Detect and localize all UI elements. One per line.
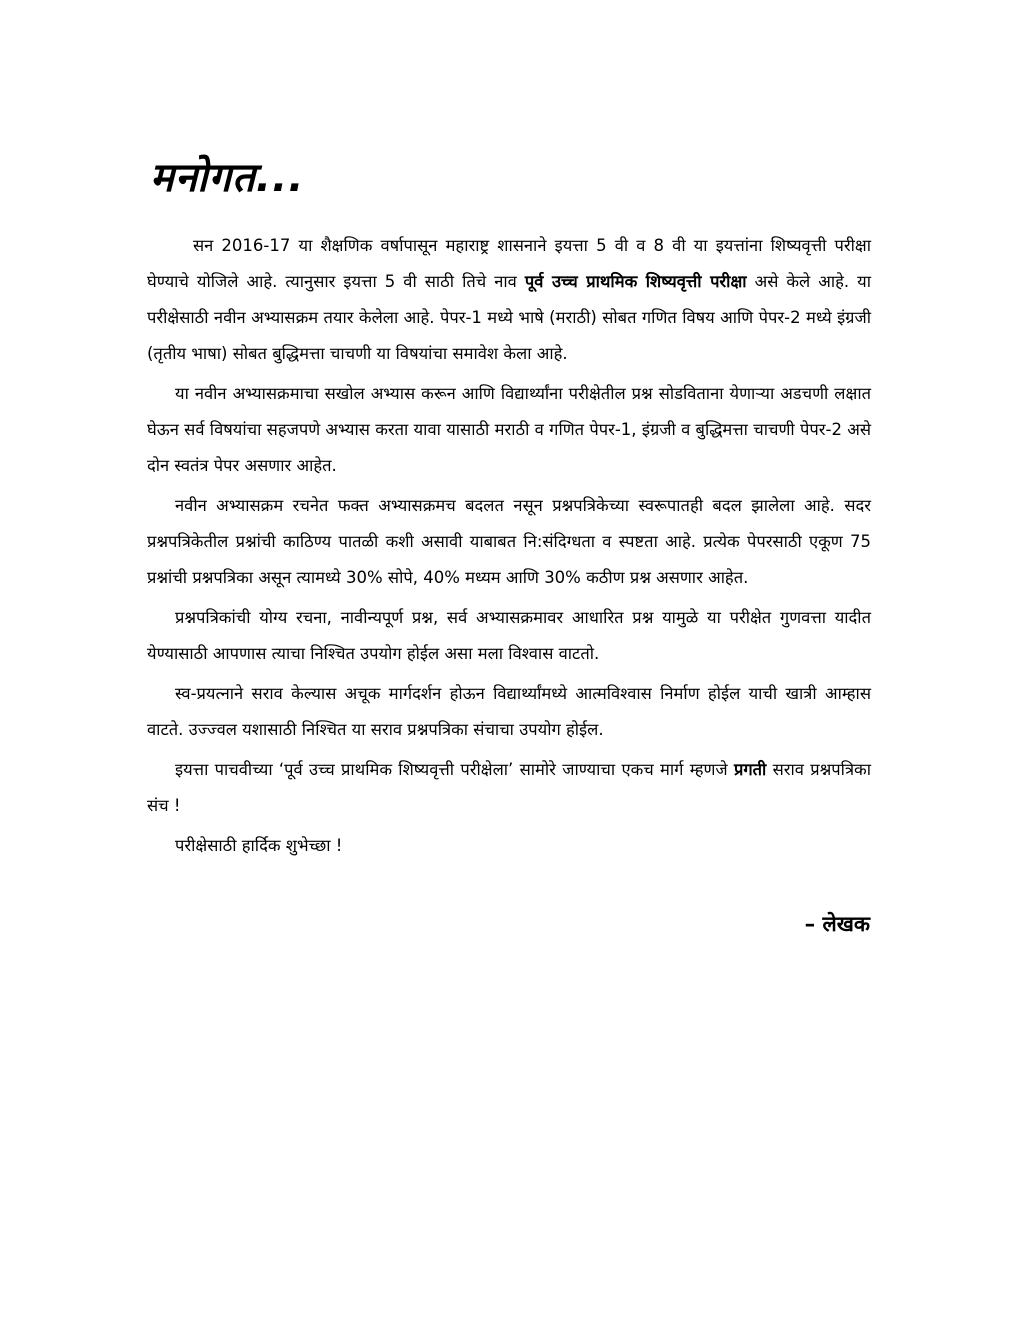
paragraph (147, 600, 871, 672)
document-body (147, 228, 871, 868)
paragraph (147, 228, 871, 372)
page-title: मनोगत... (150, 155, 305, 201)
bold-text: प्रगती (733, 760, 767, 779)
text-segment: स्व-प्रयत्नाने सराव केल्यास अचूक मार्गदर्शन होऊन विद्यार्थ्यांमध्ये आत्मविश्वास निर्माण होईल याची खात्री आम्हास वाटते. उज्ज्वल यशासाठी निश्चित या सराव प्रश्नपत्रिका संचाचा उपयोग होईल. (147, 684, 871, 739)
text-segment: परीक्षेसाठी हार्दिक शुभेच्छा ! (175, 836, 343, 855)
author-signature: – लेखक (804, 912, 870, 936)
text-segment: इयत्ता पाचवीच्या ‘पूर्व उच्च प्राथमिक शिष्यवृत्ती परीक्षेला’ सामोरे जाण्याचा एकच मार्ग म्हणजे (175, 760, 734, 779)
text-segment: नवीन अभ्यासक्रम रचनेत फक्त अभ्यासक्रमच बदलत नसून प्रश्नपत्रिकेच्या स्वरूपातही बदल झालेला आहे. सदर प्रश्नपत्रिकेतील प्रश्नांची काठिण्य पातळी कशी असावी याबाबत नि:संदिग्धता व स्पष्टता आहे. प्रत्येक पेपरसाठी एकूण 75 प्रश्नांची प्रश्नपत्रिका असून त्यामध्ये 30% सोपे, 40% मध्यम आणि 30% कठीण प्रश्न असणार आहेत. (147, 496, 871, 587)
text-segment: असे केले आहे. या परीक्षेसाठी नवीन अभ्यासक्रम तयार केलेला आहे. पेपर-1 मध्ये भाषे (मराठी) सोबत गणित विषय आणि पेपर-2 मध्ये इंग्रजी (तृतीय भाषा) सोबत बुद्धिमत्ता चाचणी या विषयांचा समावेश केला आहे. (147, 272, 871, 363)
text-segment: सराव प्रश्नपत्रिका संच ! (147, 760, 872, 815)
paragraph (147, 828, 871, 864)
text-segment: सन 2016-17 या शैक्षणिक वर्षापासून महाराष्ट्र शासनाने इयत्ता 5 वी व 8 वी या इयत्तांना शिष्यवृत्ती परीक्षा घेण्याचे योजिले आहे. त्यानुसार इयत्ता 5 वी साठी तिचे नाव (147, 236, 871, 291)
text-segment: या नवीन अभ्यासक्रमाचा सखोल अभ्यास करून आणि विद्यार्थ्यांना परीक्षेतील प्रश्न सोडविताना येणाऱ्या अडचणी लक्षात घेऊन सर्व विषयांचा सहजपणे अभ्यास करता यावा यासाठी मराठी व गणित पेपर-1, इंग्रजी व बुद्धिमत्ता चाचणी पेपर-2 असे दोन स्वतंत्र पेपर असणार आहेत. (147, 384, 871, 475)
bold-text: पूर्व उच्च प्राथमिक शिष्यवृत्ती परीक्षा (524, 272, 747, 291)
paragraph (147, 676, 871, 748)
paragraph (147, 376, 871, 484)
paragraph (147, 752, 871, 824)
paragraph (147, 488, 871, 596)
text-segment: प्रश्नपत्रिकांची योग्य रचना, नावीन्यपूर्ण प्रश्न, सर्व अभ्यासक्रमावर आधारित प्रश्न यामुळे या परीक्षेत गुणवत्ता यादीत येण्यासाठी आपणास त्याचा निश्चित उपयोग होईल असा मला विश्वास वाटतो. (147, 608, 871, 663)
